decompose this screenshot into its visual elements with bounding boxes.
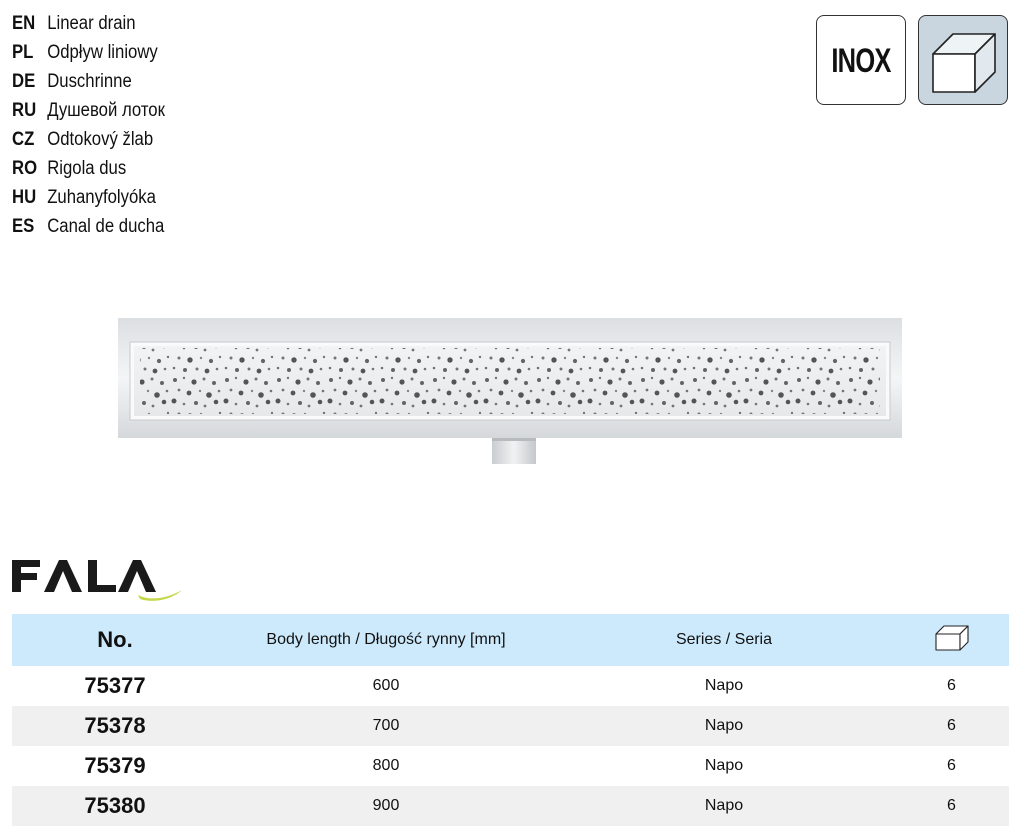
header-body-length: Body length / Długość rynny [mm] bbox=[266, 631, 506, 648]
language-code: ES bbox=[12, 216, 35, 237]
table-row bbox=[12, 666, 1009, 706]
language-code: DE bbox=[12, 71, 36, 92]
cell-no: 75380 bbox=[84, 793, 146, 818]
language-name: Canal de ducha bbox=[47, 216, 165, 237]
language-name: Rigola dus bbox=[47, 158, 127, 179]
language-name: Linear drain bbox=[47, 13, 136, 34]
language-code: EN bbox=[12, 13, 36, 34]
language-item bbox=[12, 125, 165, 154]
cell-length: 800 bbox=[372, 757, 400, 774]
language-item bbox=[12, 154, 165, 183]
cell-qty: 6 bbox=[947, 757, 956, 774]
cell-series: Napo bbox=[704, 757, 744, 774]
cell-no: 75379 bbox=[84, 753, 146, 778]
language-item bbox=[12, 67, 165, 96]
table-row bbox=[12, 706, 1009, 746]
cell-series: Napo bbox=[704, 797, 744, 814]
language-code: RO bbox=[12, 158, 38, 179]
cell-length: 900 bbox=[372, 797, 400, 814]
language-name: Duschrinne bbox=[47, 71, 132, 92]
product-table bbox=[12, 614, 1009, 826]
language-name: Душевой лоток bbox=[47, 100, 165, 121]
header-no: No. bbox=[97, 627, 133, 652]
fala-logo bbox=[10, 552, 190, 607]
cell-qty: 6 bbox=[947, 677, 956, 694]
package-badge bbox=[918, 15, 1008, 105]
language-code: CZ bbox=[12, 129, 35, 150]
header-package bbox=[894, 622, 1009, 659]
language-item bbox=[12, 183, 165, 212]
cell-qty: 6 bbox=[947, 797, 956, 814]
language-item bbox=[12, 38, 165, 67]
language-name: Odpływ liniowy bbox=[47, 42, 158, 63]
language-list bbox=[12, 9, 186, 241]
box-icon bbox=[932, 622, 972, 654]
language-item bbox=[12, 9, 165, 38]
language-name: Odtokový žlab bbox=[47, 129, 154, 150]
language-item bbox=[12, 96, 165, 125]
language-code: HU bbox=[12, 187, 37, 208]
language-code: RU bbox=[12, 100, 37, 121]
cell-length: 700 bbox=[372, 717, 400, 734]
language-item bbox=[12, 212, 165, 241]
table-header bbox=[12, 614, 1009, 666]
linear-drain-image bbox=[118, 318, 902, 468]
cell-series: Napo bbox=[704, 717, 744, 734]
table-row bbox=[12, 786, 1009, 826]
cell-no: 75377 bbox=[84, 673, 146, 698]
material-label: INOX bbox=[831, 42, 891, 80]
language-code: PL bbox=[12, 42, 34, 63]
cell-series: Napo bbox=[704, 677, 744, 694]
fala-logo-mark bbox=[10, 552, 190, 602]
box-icon bbox=[919, 16, 1009, 106]
cell-length: 600 bbox=[372, 677, 400, 694]
header-series: Series / Seria bbox=[675, 631, 773, 648]
table-row bbox=[12, 746, 1009, 786]
language-name: Zuhanyfolyóka bbox=[47, 187, 156, 208]
inox-badge bbox=[816, 15, 906, 105]
cell-no: 75378 bbox=[84, 713, 146, 738]
cell-qty: 6 bbox=[947, 717, 956, 734]
